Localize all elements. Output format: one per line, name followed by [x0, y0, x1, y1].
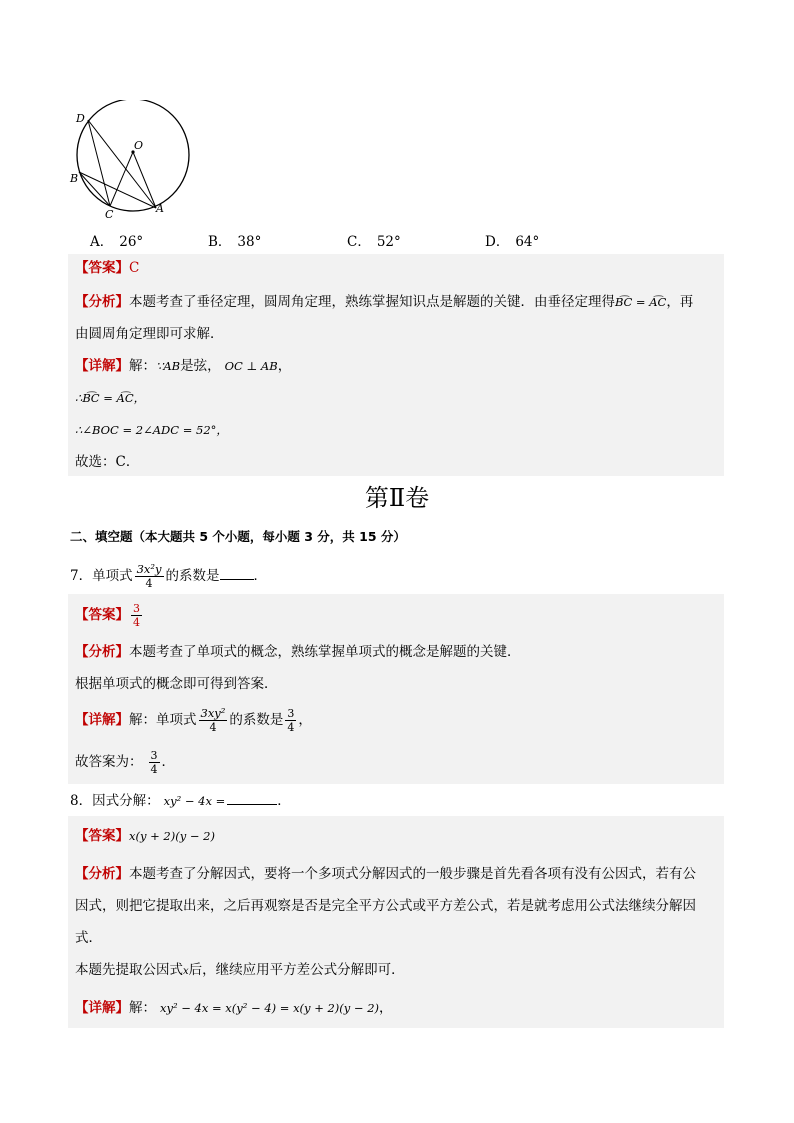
q8-analysis-line2: 因式，则把它提取出来，之后再观察是否是完全平方公式或平方差公式，若是就考虑用公式法继续分解因 [75, 898, 696, 914]
q6-detail-line2: ∴B͡C = A͡C， [75, 391, 146, 405]
q8-detail: 【详解】解： xy² − 4x = x(y² − 4) = x(y + 2)(y − 2)， [75, 1000, 393, 1016]
section-title: 第Ⅱ卷 [364, 484, 430, 512]
q8-blank[interactable] [227, 790, 277, 805]
label-A: A [156, 202, 164, 215]
q8-analysis-line3: 式． [75, 930, 102, 946]
q7-final: 故答案为： $\frac{3}{4}$ ． [75, 749, 175, 776]
q7-blank[interactable] [220, 565, 254, 580]
label-B: B [70, 172, 79, 185]
q6-analysis-line1: 【分析】本题考查了垂径定理，圆周角定理，熟练掌握知识点是解题的关键．由垂径定理得B͡C = A͡C，再 [75, 294, 694, 310]
q6-analysis-line2: 由圆周角定理即可求解． [75, 326, 224, 342]
q8-solution-box [68, 816, 724, 1028]
q6-answer: 【答案】C [75, 260, 140, 276]
label-C: C [105, 208, 114, 221]
option-b: B． 38° [208, 234, 262, 250]
option-a: A． 26° [90, 234, 144, 250]
q6-detail-line4: 故选：C． [75, 454, 140, 470]
q7-analysis-line1: 【分析】本题考查了单项式的概念，熟练掌握单项式的概念是解题的关键． [75, 644, 521, 660]
q8-answer: 【答案】x(y + 2)(y − 2) [75, 828, 215, 844]
circle-outline [77, 100, 189, 211]
q7-analysis-line2: 根据单项式的概念即可得到答案． [75, 676, 278, 692]
q6-detail-line3: ∴∠BOC = 2∠ADC = 52°， [75, 423, 228, 437]
option-c: C． 52° [347, 234, 401, 250]
label-D: D [76, 112, 85, 125]
q8-question: 8．因式分解： xy² − 4x = ． [70, 790, 291, 811]
q6-detail-line1: 【详解】解：∵AB是弦， OC ⊥ AB， [75, 358, 292, 374]
q7-fraction: $\frac{\text{3x²y}}{4}$ [136, 562, 162, 590]
q8-analysis-line1: 【分析】本题考查了分解因式，要将一个多项式分解因式的一般步骤是首先看各项有没有公因式，若有公 [75, 866, 696, 882]
q7-detail: 【详解】解：单项式 $\frac{\text{3xy²}}{4}$ 的系数是 $\frac{3}{4}$ ， [75, 706, 312, 734]
label-O: O [134, 139, 144, 152]
q7-question: 7．单项式 $\frac{\text{3x²y}}{4}$ 的系数是 ． [70, 562, 268, 590]
option-d: D． 64° [485, 234, 540, 250]
section-subtitle: 二、填空题（本大题共 5 个小题，每小题 3 分，共 15 分） [70, 529, 406, 544]
q8-analysis-line4: 本题先提取公因式x后，继续应用平方差公式分解即可． [75, 962, 405, 978]
q7-answer: 【答案】 $\frac{3}{4}$ [75, 602, 140, 629]
circle-figure [60, 100, 200, 222]
